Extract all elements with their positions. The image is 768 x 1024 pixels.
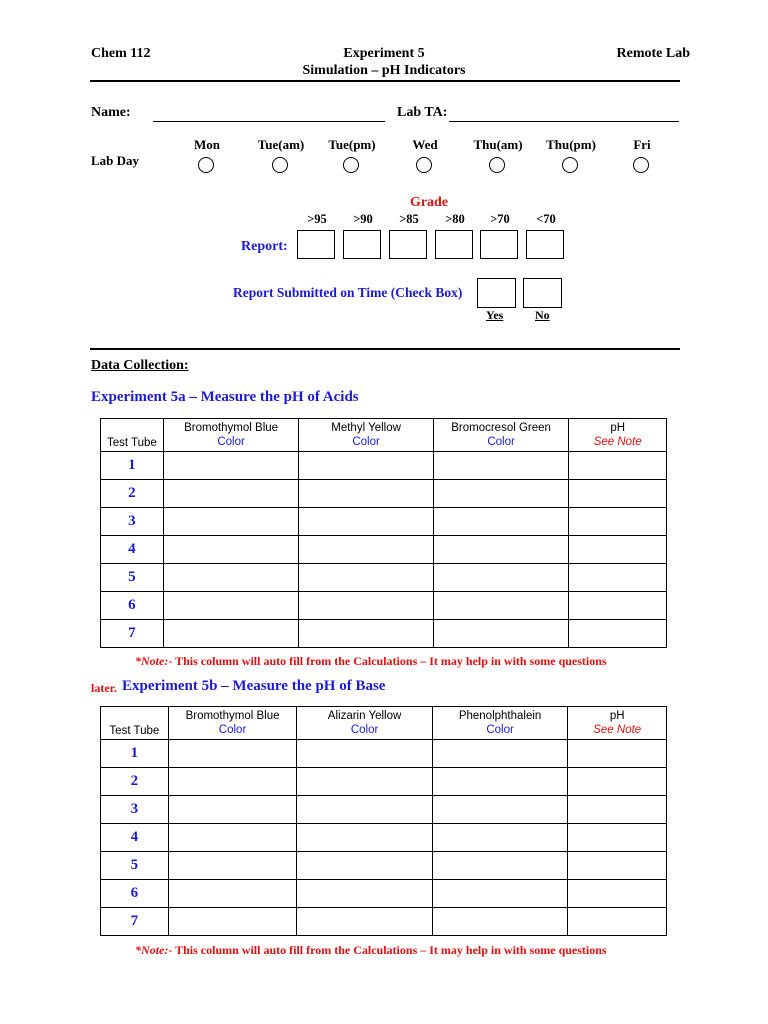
- data-cell[interactable]: [163, 452, 299, 480]
- grade-level-label-3: >80: [445, 212, 465, 226]
- data-cell[interactable]: [299, 592, 433, 620]
- test-tube-number: 4: [101, 536, 164, 564]
- note-text: - This column will auto fill from the Calculations – It may help in with some questions: [168, 943, 607, 957]
- data-cell[interactable]: [299, 620, 433, 648]
- experiment-a-note-continuation: later.: [91, 681, 117, 695]
- table-row: [101, 768, 667, 796]
- data-cell[interactable]: [163, 508, 299, 536]
- lab-day-label: Lab Day: [91, 153, 140, 168]
- column-header-3: [568, 707, 667, 740]
- data-cell[interactable]: [432, 824, 568, 852]
- grade-level-label-5: <70: [536, 212, 556, 226]
- data-cell[interactable]: [163, 620, 299, 648]
- lab-day-label-1: Tue(am): [257, 137, 305, 152]
- data-cell: [568, 880, 667, 908]
- ontime-no-checkbox[interactable]: [523, 278, 562, 308]
- data-cell[interactable]: [168, 880, 297, 908]
- table-row: [101, 452, 667, 480]
- column-header-sub: See Note: [593, 724, 642, 736]
- table-row: [101, 620, 667, 648]
- data-cell[interactable]: [299, 508, 433, 536]
- experiment-a-title: Experiment 5a – Measure the pH of Acids: [91, 389, 359, 405]
- column-header-sub: Color: [218, 724, 247, 736]
- data-cell[interactable]: [297, 880, 432, 908]
- table-row: [101, 592, 667, 620]
- data-cell[interactable]: [433, 592, 569, 620]
- experiment-b-title: Experiment 5b – Measure the pH of Base: [122, 678, 386, 694]
- column-header-2: [432, 707, 568, 740]
- data-cell: [569, 480, 667, 508]
- lab-day-label-3: Wed: [412, 137, 438, 152]
- data-cell[interactable]: [297, 824, 432, 852]
- test-tube-number: 4: [101, 824, 169, 852]
- column-header-sub: Color: [486, 724, 514, 736]
- table-row: [101, 480, 667, 508]
- test-tube-number: 6: [101, 880, 169, 908]
- data-cell[interactable]: [433, 480, 569, 508]
- column-header-sub: Color: [487, 436, 515, 448]
- table-row: [101, 908, 667, 936]
- data-cell[interactable]: [297, 908, 432, 936]
- data-cell[interactable]: [297, 796, 432, 824]
- data-cell[interactable]: [432, 880, 568, 908]
- ontime-label: Report Submitted on Time (Check Box): [233, 285, 463, 300]
- column-header-sub: Color: [352, 436, 380, 448]
- test-tube-number: 1: [101, 740, 169, 768]
- table-row: [101, 508, 667, 536]
- experiment-a-table: [100, 418, 667, 648]
- data-cell[interactable]: [168, 908, 297, 936]
- ontime-yes-label: Yes: [486, 308, 504, 322]
- ontime-yes-checkbox[interactable]: [477, 278, 516, 308]
- data-cell[interactable]: [163, 564, 299, 592]
- test-tube-number: 7: [101, 908, 169, 936]
- test-tube-number: 5: [101, 564, 164, 592]
- lab-ta-field[interactable]: [449, 121, 679, 122]
- table-row: [101, 880, 667, 908]
- data-cell[interactable]: [433, 452, 569, 480]
- data-cell[interactable]: [163, 536, 299, 564]
- table-row: [101, 564, 667, 592]
- column-header-1: [297, 707, 432, 740]
- name-field[interactable]: [153, 121, 385, 122]
- grade-level-label-0: >95: [307, 212, 327, 226]
- section-divider: [90, 348, 680, 350]
- grade-level-label-1: >90: [353, 212, 373, 226]
- grade-box-3[interactable]: [435, 230, 473, 259]
- column-header-0: [168, 707, 297, 740]
- data-cell[interactable]: [163, 480, 299, 508]
- column-header-sub: See Note: [593, 436, 642, 448]
- test-tube-number: 6: [101, 592, 164, 620]
- test-tube-number: 3: [101, 796, 169, 824]
- data-cell[interactable]: [299, 564, 433, 592]
- column-header-name: Bromothymol Blue: [185, 710, 280, 722]
- experiment-a-note: [135, 654, 607, 669]
- data-cell: [569, 620, 667, 648]
- data-cell: [568, 824, 667, 852]
- column-header-1: [299, 419, 433, 452]
- data-cell[interactable]: [433, 536, 569, 564]
- note-prefix: *Note:: [135, 654, 169, 668]
- table-row: [101, 796, 667, 824]
- data-cell[interactable]: [432, 768, 568, 796]
- data-cell[interactable]: [297, 740, 432, 768]
- page-subtitle: Simulation – pH Indicators: [302, 63, 466, 78]
- experiment-b-table: [100, 706, 667, 936]
- data-cell[interactable]: [432, 740, 568, 768]
- column-header-sub: Color: [217, 436, 245, 448]
- test-tube-header: Test Tube: [101, 707, 169, 740]
- experiment-title: Experiment 5: [343, 46, 425, 61]
- lab-day-label-5: Thu(pm): [546, 137, 596, 152]
- data-cell: [569, 452, 667, 480]
- report-label: Report:: [241, 239, 288, 254]
- column-header-name: Bromocresol Green: [451, 422, 551, 434]
- grade-box-5[interactable]: [526, 230, 564, 259]
- ontime-no-label: No: [535, 308, 550, 322]
- table-row: [101, 852, 667, 880]
- grade-box-0[interactable]: [297, 230, 335, 259]
- data-cell[interactable]: [432, 852, 568, 880]
- data-cell[interactable]: [168, 740, 297, 768]
- data-collection-title: Data Collection:: [91, 358, 189, 373]
- lab-day-radio-6[interactable]: [633, 157, 649, 173]
- table-header-row: [101, 707, 667, 740]
- data-cell: [568, 740, 667, 768]
- table-row: [101, 824, 667, 852]
- grade-title: Grade: [409, 195, 449, 210]
- lab-day-label-0: Mon: [194, 137, 220, 152]
- note-prefix: *Note:: [135, 943, 169, 957]
- data-cell[interactable]: [168, 768, 297, 796]
- test-tube-number: 7: [101, 620, 164, 648]
- lab-ta-label: Lab TA:: [397, 105, 448, 120]
- data-cell[interactable]: [168, 796, 297, 824]
- data-cell[interactable]: [299, 480, 433, 508]
- column-header-name: Bromothymol Blue: [184, 422, 279, 434]
- test-tube-number: 2: [101, 768, 169, 796]
- lab-day-radio-5[interactable]: [562, 157, 578, 173]
- lab-day-radio-3[interactable]: [416, 157, 432, 173]
- lab-day-radio-0[interactable]: [198, 157, 214, 173]
- lab-day-radio-4[interactable]: [489, 157, 505, 173]
- data-cell: [569, 536, 667, 564]
- grade-box-4[interactable]: [480, 230, 518, 259]
- test-tube-number: 3: [101, 508, 164, 536]
- data-cell[interactable]: [433, 620, 569, 648]
- column-header-sub: Color: [350, 724, 379, 736]
- course-label: Chem 112: [91, 46, 151, 61]
- data-cell: [569, 592, 667, 620]
- data-cell: [568, 852, 667, 880]
- lab-day-label-2: Tue(pm): [328, 137, 376, 152]
- experiment-b-note: [135, 943, 607, 958]
- column-header-name: pH: [609, 710, 625, 722]
- data-cell: [568, 908, 667, 936]
- column-header-3: [569, 419, 667, 452]
- lab-day-radio-2[interactable]: [343, 157, 359, 173]
- column-header-0: [163, 419, 299, 452]
- column-header-name: Methyl Yellow: [331, 422, 401, 434]
- lab-day-label-6: Fri: [633, 137, 651, 152]
- grade-box-2[interactable]: [389, 230, 427, 259]
- data-cell[interactable]: [163, 592, 299, 620]
- data-cell[interactable]: [168, 852, 297, 880]
- data-cell[interactable]: [432, 796, 568, 824]
- grade-level-label-2: >85: [399, 212, 419, 226]
- table-header-row: [101, 419, 667, 452]
- test-tube-number: 2: [101, 480, 164, 508]
- lab-type-label: Remote Lab: [616, 46, 690, 61]
- data-cell[interactable]: [168, 824, 297, 852]
- grade-box-1[interactable]: [343, 230, 381, 259]
- data-cell[interactable]: [433, 564, 569, 592]
- column-header-name: pH: [610, 422, 626, 434]
- data-cell: [568, 796, 667, 824]
- data-cell[interactable]: [433, 508, 569, 536]
- table-row: [101, 740, 667, 768]
- data-cell[interactable]: [297, 768, 432, 796]
- note-text: - This column will auto fill from the Calculations – It may help in with some questions: [168, 654, 607, 668]
- grade-level-label-4: >70: [490, 212, 510, 226]
- data-cell[interactable]: [432, 908, 568, 936]
- column-header-2: [433, 419, 569, 452]
- header-divider: [90, 80, 680, 82]
- data-cell[interactable]: [297, 852, 432, 880]
- column-header-name: Phenolphthalein: [458, 710, 542, 722]
- table-row: [101, 536, 667, 564]
- data-cell: [569, 508, 667, 536]
- data-cell: [568, 768, 667, 796]
- data-cell[interactable]: [299, 536, 433, 564]
- column-header-name: Alizarin Yellow: [327, 710, 402, 722]
- data-cell: [569, 564, 667, 592]
- lab-day-radio-1[interactable]: [272, 157, 288, 173]
- test-tube-header: Test Tube: [101, 419, 164, 452]
- test-tube-number: 1: [101, 452, 164, 480]
- test-tube-number: 5: [101, 852, 169, 880]
- data-cell[interactable]: [299, 452, 433, 480]
- lab-day-label-4: Thu(am): [473, 137, 523, 152]
- name-label: Name:: [91, 105, 131, 120]
